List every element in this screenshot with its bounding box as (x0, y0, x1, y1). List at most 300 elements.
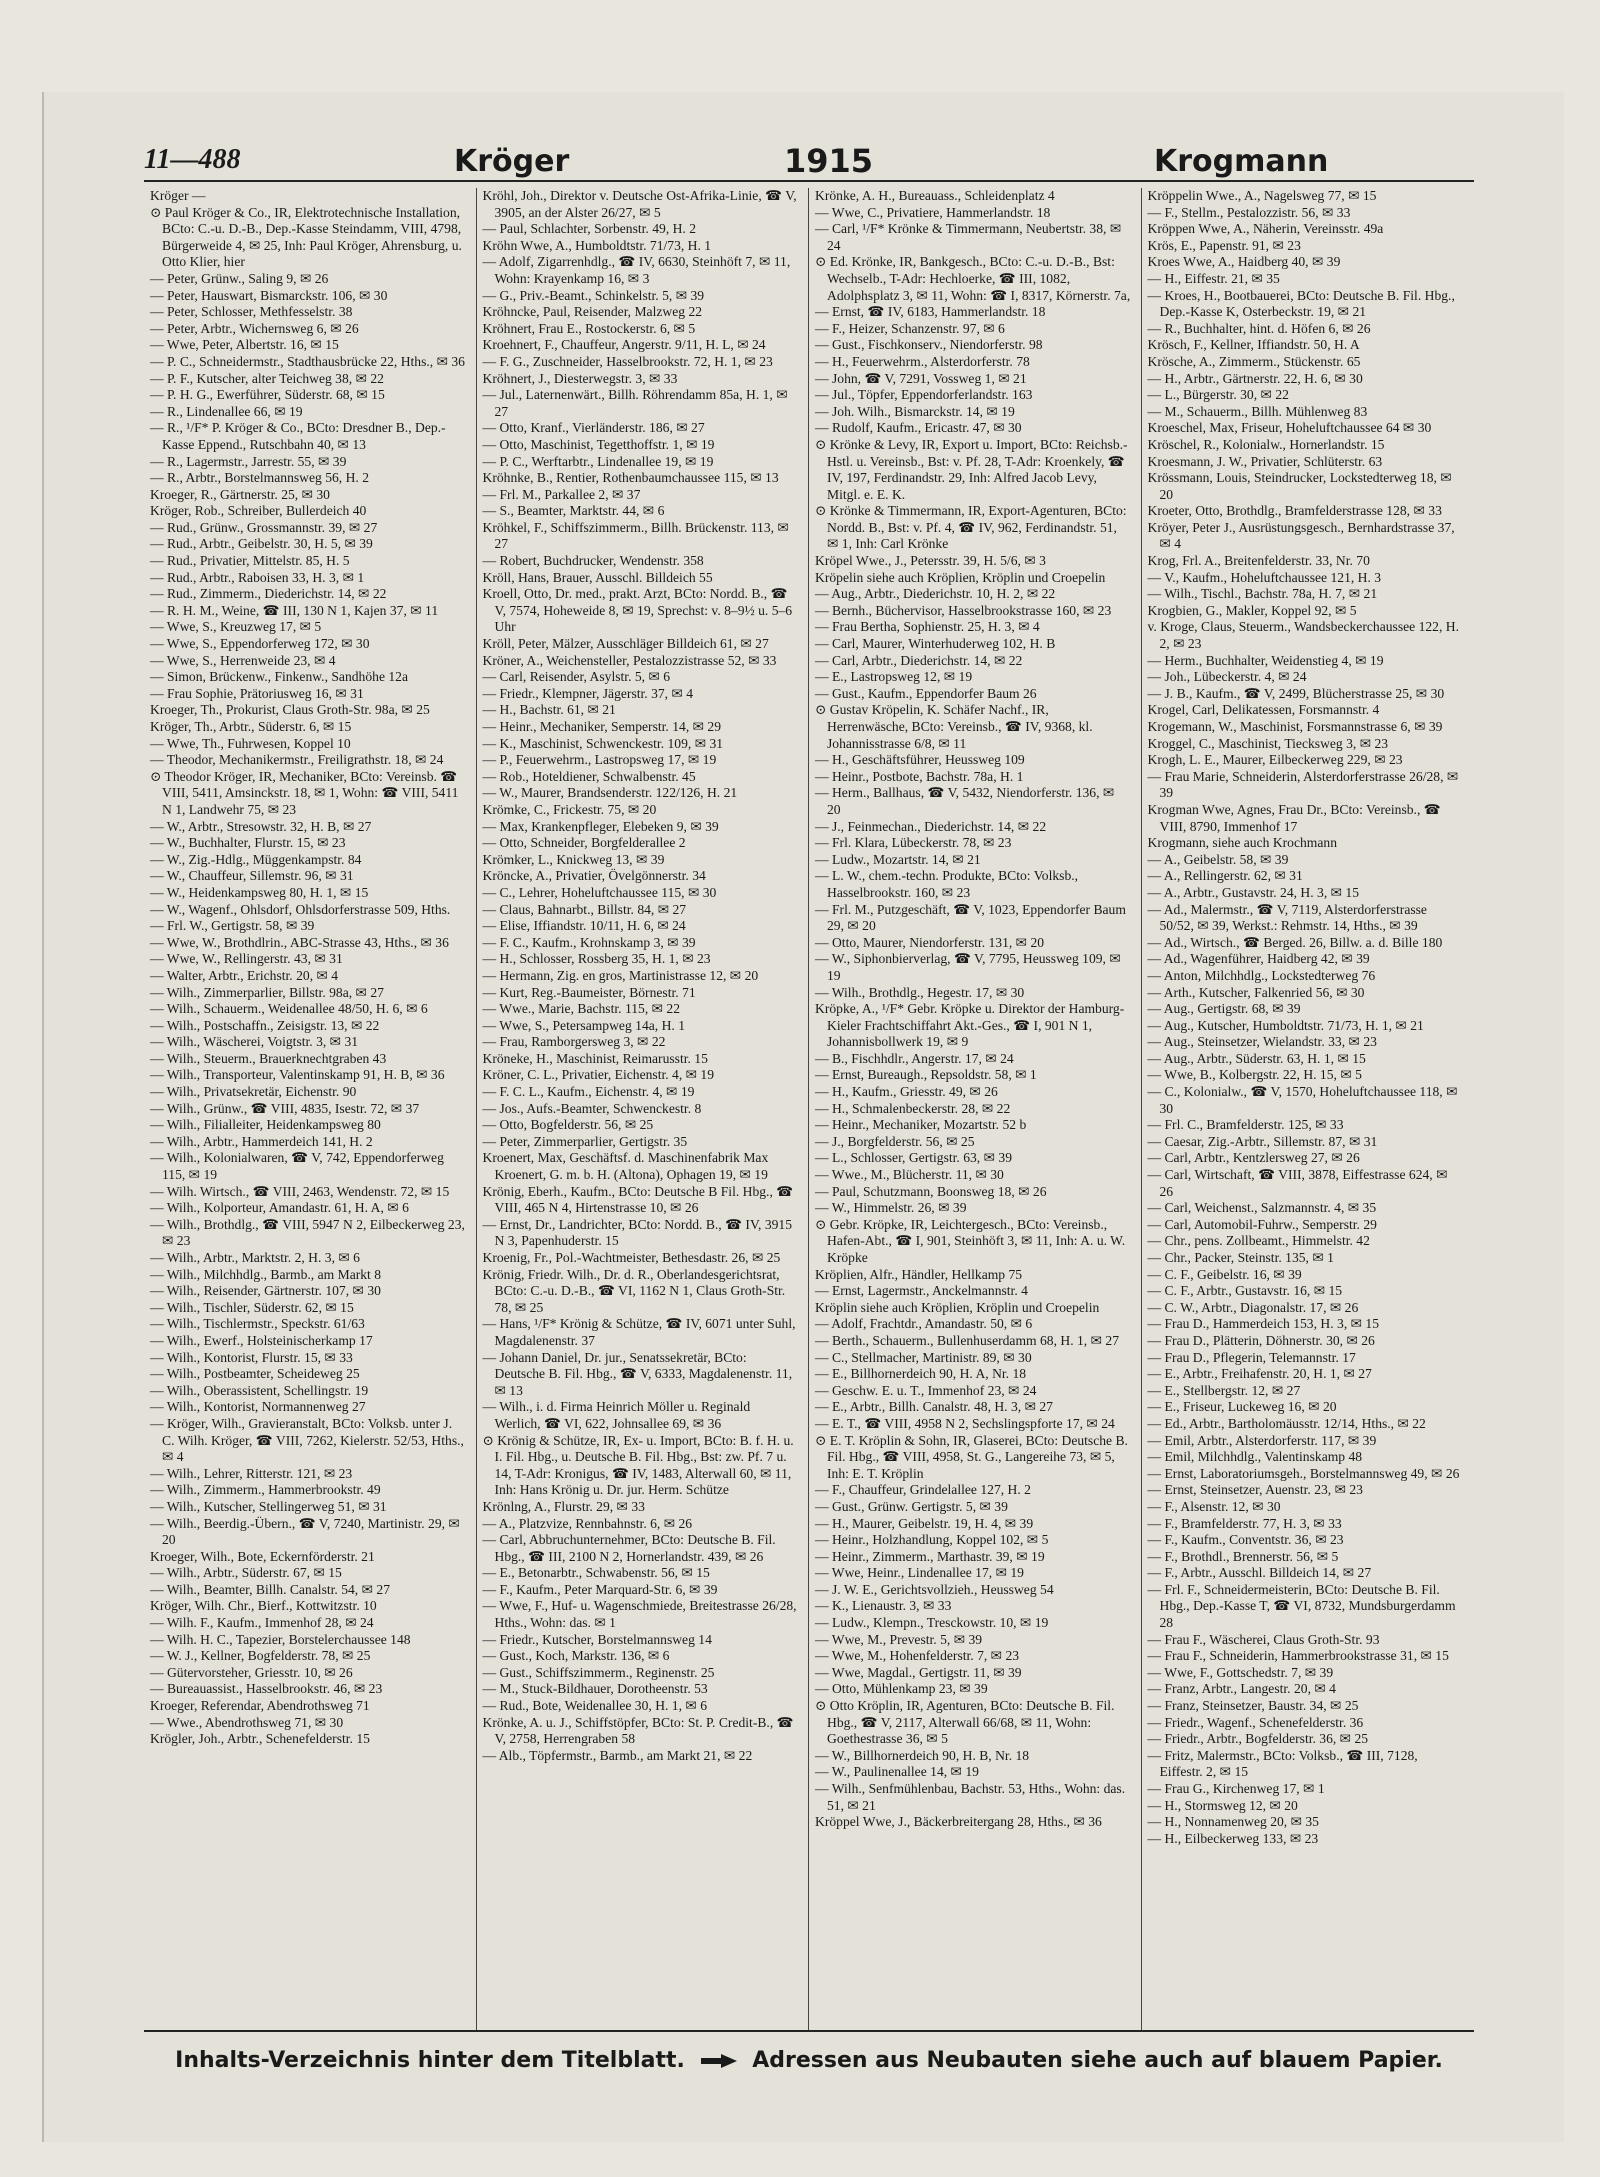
header-last-name: Krogmann (1154, 144, 1329, 179)
directory-entry: — Rud., Privatier, Mittelstr. 85, H. 5 (150, 553, 350, 569)
directory-entry: — Wwe, F., Gottschedstr. 7, ✉ 39 (1147, 1664, 1334, 1680)
directory-entry: — Otto, Maschinist, Tegetthoffstr. 1, ✉ 19 (482, 436, 715, 452)
directory-entry: — Wilh., Beerdig.-Übern., ☎ V, 7240, Martinistr. 29, ✉ 20 (150, 1515, 460, 1548)
directory-entry: — C., Lehrer, Hoheluftchaussee 115, ✉ 30 (482, 884, 717, 900)
directory-entry: — M., Schauerm., Billh. Mühlenweg 83 (1147, 403, 1368, 419)
directory-entry: — Carl, Weichenst., Salzmannstr. 4, ✉ 35 (1147, 1200, 1377, 1216)
directory-entry: Kroenig, Fr., Pol.-Wachtmeister, Bethesdastr. 26, ✉ 25 (482, 1250, 781, 1265)
directory-entry: — Wwe, S., Herrenweide 23, ✉ 4 (150, 652, 336, 668)
directory-entry: — Wwe, B., Kolbergstr. 22, H. 15, ✉ 5 (1147, 1067, 1362, 1083)
directory-entry: Kröneke, H., Maschinist, Reimarusstr. 15 (482, 1050, 708, 1066)
directory-entry: — F., Bramfelderstr. 77, H. 3, ✉ 33 (1147, 1515, 1342, 1531)
directory-entry: — F. C., Kaufm., Krohnskamp 3, ✉ 39 (482, 934, 696, 950)
directory-entry: — Ludw., Mozartstr. 14, ✉ 21 (815, 851, 981, 867)
directory-entry: — Berth., Schauerm., Bullenhuserdamm 68, H. 1, ✉ 27 (815, 1332, 1119, 1348)
directory-entry: Kroeger, Th., Prokurist, Claus Groth-Str. 98a, ✉ 25 (150, 702, 430, 718)
directory-entry: — K., Maschinist, Schwenckestr. 109, ✉ 31 (482, 735, 724, 751)
directory-entry: — F., Brothdl., Brennerstr. 56, ✉ 5 (1147, 1548, 1339, 1564)
directory-entry: Kröppen Wwe, A., Näherin, Vereinsstr. 49a (1147, 221, 1384, 237)
directory-entry: — Emil, Arbtr., Alsterdorferstr. 117, ✉ 39 (1147, 1432, 1377, 1448)
directory-entry: — Claus, Bahnarbt., Billstr. 84, ✉ 27 (482, 901, 687, 917)
directory-entry: — A., Rellingerstr. 62, ✉ 31 (1147, 868, 1303, 884)
directory-entry: — Robert, Buchdrucker, Wendenstr. 358 (482, 553, 704, 569)
directory-entry: — Aug., Kutscher, Humboldtstr. 71/73, H. 1, ✉ 21 (1147, 1017, 1424, 1033)
directory-entry: Krönke, A. H., Bureauass., Schleidenplatz 4 (815, 188, 1055, 203)
directory-entry: — Carl, Abbruchunternehmer, BCto: Deutsche B. Fil. Hbg., ☎ III, 2100 N 2, Hornerlandstr. 439, ✉ 26 (482, 1532, 776, 1564)
directory-entry: — Friedr., Kutscher, Borstelmannsweg 14 (482, 1631, 712, 1647)
directory-entry: Krogman Wwe, Agnes, Frau Dr., BCto: Vereinsb., ☎ VIII, 8790, Immenhof 17 (1147, 801, 1441, 834)
directory-entry: — Wilh., Lehrer, Ritterstr. 121, ✉ 23 (150, 1465, 353, 1481)
directory-page (42, 92, 1564, 2142)
directory-entry: Kröhncke, Paul, Reisender, Malzweg 22 (482, 304, 703, 320)
footer-new-buildings-note: Adressen aus Neubauten siehe auch auf blauem Papier. (752, 2048, 1443, 2073)
directory-entry: — John, ☎ V, 7291, Vossweg 1, ✉ 21 (815, 370, 1027, 386)
directory-entry: — Bernh., Büchervisor, Hasselbrookstrasse 160, ✉ 23 (815, 602, 1112, 618)
directory-entry: — Frl. Klara, Lübeckerstr. 78, ✉ 23 (815, 835, 1012, 851)
directory-entry: — Ernst, Dr., Landrichter, BCto: Nordd. B., ☎ IV, 3915 N 3, Papenhuderstr. 15 (482, 1216, 793, 1249)
directory-entry: — Frau D., Plätterin, Döhnerstr. 30, ✉ 26 (1147, 1332, 1375, 1348)
directory-entry: Krogmann, siehe auch Krochmann (1147, 835, 1337, 851)
directory-entry: — Ernst, ☎ IV, 6183, Hammerlandstr. 18 (815, 304, 1046, 320)
directory-entry: — Carl, Automobil-Fuhrw., Semperstr. 29 (1147, 1216, 1377, 1232)
directory-entry: — Wwe, S., Kreuzweg 17, ✉ 5 (150, 619, 322, 635)
directory-entry: — Ernst, Lagermstr., Anckelmannstr. 4 (815, 1283, 1028, 1299)
directory-entry: — W., Buchhalter, Flurstr. 15, ✉ 23 (150, 835, 346, 851)
directory-entry: — Gust., Koch, Markstr. 136, ✉ 6 (482, 1648, 670, 1664)
directory-column-1 (144, 188, 477, 2030)
directory-entry: — Wwe, M., Hohenfelderstr. 7, ✉ 23 (815, 1648, 1020, 1664)
directory-entry: — Wilh., Tischl., Bachstr. 78a, H. 7, ✉ 21 (1147, 586, 1378, 602)
directory-entry: — Aug., Arbtr., Süderstr. 63, H. 1, ✉ 15 (1147, 1050, 1366, 1066)
directory-entry: — J. W. E., Gerichtsvollzieh., Heussweg 54 (815, 1581, 1054, 1597)
directory-entry: — Frl. F., Schneidermeisterin, BCto: Deutsche B. Fil. Hbg., Dep.-Kasse T, ☎ VI, 8732, Mundsburgerdamm 28 (1147, 1581, 1456, 1631)
directory-entry: Kröner, A., Weichensteller, Pestalozzistrasse 52, ✉ 33 (482, 652, 777, 668)
directory-entry: — Bureauassist., Hasselbrookstr. 46, ✉ 23 (150, 1681, 383, 1697)
directory-entry: — Wwe, M., Prevestr. 5, ✉ 39 (815, 1631, 983, 1647)
directory-entry: Krogbien, G., Makler, Koppel 92, ✉ 5 (1147, 602, 1357, 618)
directory-entry: — E., Friseur, Luckeweg 16, ✉ 20 (1147, 1399, 1337, 1415)
directory-entry: — Wwe, Th., Fuhrwesen, Koppel 10 (150, 735, 351, 751)
directory-entry: — H., Maurer, Geibelstr. 19, H. 4, ✉ 39 (815, 1515, 1034, 1531)
directory-entry: — J., Borgfelderstr. 56, ✉ 25 (815, 1133, 975, 1149)
footer-index-note: Inhalts-Verzeichnis hinter dem Titelblatt. (175, 2048, 685, 2073)
directory-entry: Kroehnert, F., Chauffeur, Angerstr. 9/11, H. L, ✉ 24 (482, 337, 766, 353)
directory-entry: — Wwe, Heinr., Lindenallee 17, ✉ 19 (815, 1565, 1024, 1581)
directory-entry: — C., Stellmacher, Martinistr. 89, ✉ 30 (815, 1349, 1032, 1365)
directory-entry: Kröschel, R., Kolonialw., Hornerlandstr. 15 (1147, 436, 1385, 452)
directory-entry: Krogemann, W., Maschinist, Forsmannstrasse 6, ✉ 39 (1147, 719, 1443, 734)
directory-entry: — Ed., Arbtr., Bartholomäusstr. 12/14, Hths., ✉ 22 (1147, 1415, 1426, 1431)
directory-entry: — Otto, Kranf., Vierländerstr. 186, ✉ 27 (482, 420, 705, 436)
directory-entry: — W., Paulinenallee 14, ✉ 19 (815, 1764, 979, 1780)
directory-entry: — Wilh. H. C., Tapezier, Borstelerchaussee 148 (150, 1631, 411, 1647)
directory-entry: — Herm., Buchhalter, Weidenstieg 4, ✉ 19 (1147, 652, 1384, 668)
directory-entry: — F., Kaufm., Peter Marquard-Str. 6, ✉ 39 (482, 1581, 718, 1597)
directory-entry: — Wwe, S., Eppendorferweg 172, ✉ 30 (150, 636, 370, 652)
directory-entry: — P. C., Schneidermstr., Stadthausbrücke 22, Hths., ✉ 36 (150, 353, 465, 369)
directory-entry: — Carl, Arbtr., Kentzlersweg 27, ✉ 26 (1147, 1150, 1360, 1166)
directory-entry: — L., Bürgerstr. 30, ✉ 22 (1147, 387, 1289, 403)
directory-entry: Krösch, F., Kellner, Iffiandstr. 50, H. A (1147, 337, 1360, 353)
directory-entry: — Kurt, Reg.-Baumeister, Börnestr. 71 (482, 984, 696, 1000)
directory-entry: Kröll, Peter, Mälzer, Ausschläger Billdeich 61, ✉ 27 (482, 636, 769, 652)
directory-entry: — Rud., Grünw., Grossmannstr. 39, ✉ 27 (150, 519, 378, 535)
directory-entry: — Geschw. E. u. T., Immenhof 23, ✉ 24 (815, 1382, 1037, 1398)
directory-entry: — Peter, Hauswart, Bismarckstr. 106, ✉ 30 (150, 287, 388, 303)
directory-entry: — P. H. G., Ewerführer, Süderstr. 68, ✉ 15 (150, 387, 385, 403)
directory-entry: — R., Lagermstr., Jarrestr. 55, ✉ 39 (150, 453, 347, 469)
directory-entry: — Ad., Wirtsch., ☎ Berged. 26, Billw. a. d. Bille 180 (1147, 934, 1443, 950)
directory-entry: — H., Schlosser, Rossberg 35, H. 1, ✉ 23 (482, 951, 711, 967)
directory-entry: Kröppelin Wwe., A., Nagelsweg 77, ✉ 15 (1147, 188, 1377, 203)
directory-entry: Kröhnert, Frau E., Rostockerstr. 6, ✉ 5 (482, 320, 696, 336)
directory-entry: Krog, Frl. A., Breitenfelderstr. 33, Nr. 70 (1147, 553, 1370, 569)
directory-entry: — Adolf, Zigarrenhdlg., ☎ IV, 6630, Steinhöft 7, ✉ 11, Wohn: Krayenkamp 16, ✉ 3 (482, 254, 791, 286)
directory-entry: — R., Lindenallee 66, ✉ 19 (150, 403, 303, 419)
directory-entry: — Elise, Iffiandstr. 10/11, H. 6, ✉ 24 (482, 918, 686, 934)
directory-entry: — H., Geschäftsführer, Heussweg 109 (815, 752, 1025, 768)
directory-entry: — Wilh., Arbtr., Hammerdeich 141, H. 2 (150, 1133, 373, 1149)
directory-entry: — Carl, Wirtschaft, ☎ VIII, 3878, Eiffestrasse 624, ✉ 26 (1147, 1167, 1448, 1199)
directory-entry: — Paul, Schutzmann, Boonsweg 18, ✉ 26 (815, 1183, 1047, 1199)
directory-entry: — Rud., Arbtr., Geibelstr. 30, H. 5, ✉ 39 (150, 536, 373, 552)
directory-entry: — Joh. Wilh., Bismarckstr. 14, ✉ 19 (815, 403, 1015, 419)
directory-entry: — W., Himmelstr. 26, ✉ 39 (815, 1200, 967, 1216)
directory-entry: Kröhl, Joh., Direktor v. Deutsche Ost-Afrika-Linie, ☎ V, 3905, an der Alster 26/27, ✉ 5 (482, 188, 797, 220)
directory-entry: — C. F., Geibelstr. 16, ✉ 39 (1147, 1266, 1302, 1282)
directory-entry: — H., Nonnamenweg 20, ✉ 35 (1147, 1814, 1319, 1830)
directory-entry: Krönke, A. u. J., Schiffstöpfer, BCto: St. P. Credit-B., ☎ V, 2758, Herrengraben 58 (482, 1714, 794, 1747)
directory-entry: — F. C. L., Kaufm., Eichenstr. 4, ✉ 19 (482, 1084, 695, 1100)
directory-entry: — Anton, Milchhdlg., Lockstedterweg 76 (1147, 967, 1376, 983)
directory-entry: — Walter, Arbtr., Erichstr. 20, ✉ 4 (150, 967, 339, 983)
directory-entry: — E., Betonarbtr., Schwabenstr. 56, ✉ 15 (482, 1565, 710, 1581)
directory-entry: — Joh., Lübeckerstr. 4, ✉ 24 (1147, 669, 1307, 685)
directory-entry: — Aug., Gertigstr. 68, ✉ 39 (1147, 1001, 1301, 1017)
directory-entry: — Frau Sophie, Prätoriusweg 16, ✉ 31 (150, 685, 364, 701)
directory-entry: — Wilh., Filialleiter, Heidenkampsweg 80 (150, 1117, 381, 1133)
directory-entry: — W., Chauffeur, Sillemstr. 96, ✉ 31 (150, 868, 354, 884)
directory-entry: — Wilh., Tischler, Süderstr. 62, ✉ 15 (150, 1299, 354, 1315)
directory-entry: — E. T., ☎ VIII, 4958 N 2, Sechslingspforte 17, ✉ 24 (815, 1415, 1115, 1431)
directory-entry: — Wilh., Kontorist, Normannenweg 27 (150, 1399, 366, 1415)
directory-entry: Kröger, Th., Arbtr., Süderstr. 6, ✉ 15 (150, 719, 352, 734)
directory-entry: — Ernst, Steinsetzer, Auenstr. 23, ✉ 23 (1147, 1482, 1363, 1498)
directory-entry: — Wilh., Privatsekretär, Eichenstr. 90 (150, 1084, 357, 1100)
directory-entry: Kröppel Wwe, J., Bäckerbreitergang 28, Hths., ✉ 36 (815, 1814, 1102, 1830)
directory-entry: — P. C., Werftarbtr., Lindenallee 19, ✉ 19 (482, 453, 714, 469)
directory-entry: — Gust., Schiffszimmerm., Reginenstr. 25 (482, 1664, 715, 1680)
directory-entry: — Rob., Hoteldiener, Schwalbenstr. 45 (482, 768, 696, 784)
directory-entry: — M., Stuck-Bildhauer, Dorotheenstr. 53 (482, 1681, 708, 1697)
directory-entry: — Wwe., Marie, Bachstr. 115, ✉ 22 (482, 1001, 681, 1017)
directory-entry: — Peter, Grünw., Saling 9, ✉ 26 (150, 270, 329, 286)
directory-entry: — Wilh., i. d. Firma Heinrich Möller u. Reginald Werlich, ☎ VI, 622, Johnsallee 69, ✉ 36 (482, 1399, 751, 1431)
directory-entry: — Carl, Maurer, Winterhuderweg 102, H. B (815, 636, 1056, 652)
directory-entry: — Wilh., Steuerm., Brauerknechtgraben 43 (150, 1050, 387, 1066)
directory-entry: — A., Geibelstr. 58, ✉ 39 (1147, 851, 1289, 867)
directory-entry: — Heinr., Zimmerm., Marthastr. 39, ✉ 19 (815, 1548, 1045, 1564)
directory-entry: — H., Eilbeckerweg 133, ✉ 23 (1147, 1830, 1319, 1846)
directory-entry: ⊙ Krönke & Levy, IR, Export u. Import, BCto: Reichsb.-Hstl. u. Vereinsb., Bst: v. Pf. 28, T-Adr: Kroenkely, ☎ IV, 197, Ferdinandstr. 29, Inh: Alfred Jacob Levy, Mitgl. e. E. K. (815, 436, 1128, 502)
directory-entry: Kröplien, Alfr., Händler, Hellkamp 75 (815, 1266, 1023, 1282)
directory-entry: — Jul., Töpfer, Eppendorferlandstr. 163 (815, 387, 1033, 403)
directory-entry: ⊙ Krönig & Schütze, IR, Ex- u. Import, BCto: B. f. H. u. I. Fil. Hbg., u. Deutsche B. Fil. Hbg., Bst: zw. Pf. 7 u. 14, T-Adr: Kronigus, ☎ IV, 1483, Alterwall 60, ✉ 11, Inh: Hans Krönig u. Dr. jur. Herm. Schütze (482, 1432, 794, 1498)
directory-entry: — Wilh., Grünw., ☎ VIII, 4835, Isestr. 72, ✉ 37 (150, 1100, 420, 1116)
directory-entry: — Theodor, Mechanikermstr., Freiligrathstr. 18, ✉ 24 (150, 752, 444, 768)
directory-entry: — W., Arbtr., Stresowstr. 32, H. B, ✉ 27 (150, 818, 372, 834)
directory-entry: — Wilh., Brothdlg., Hegestr. 17, ✉ 30 (815, 984, 1025, 1000)
directory-entry: — Franz, Steinsetzer, Baustr. 34, ✉ 25 (1147, 1698, 1359, 1714)
page-number: 11—488 (144, 144, 241, 175)
directory-entry: — Gütervorsteher, Griesstr. 10, ✉ 26 (150, 1664, 353, 1680)
directory-entry: Kroenert, Max, Geschäftsf. d. Maschinenfabrik Max Kroenert, G. m. b. H. (Altona), Ophagen 19, ✉ 19 (482, 1150, 769, 1183)
directory-entry: — Wilh., Kutscher, Stellingerweg 51, ✉ 31 (150, 1498, 387, 1514)
directory-entry: — Rudolf, Kaufm., Ericastr. 47, ✉ 30 (815, 420, 1022, 436)
directory-entry: ⊙ Theodor Kröger, IR, Mechaniker, BCto: Vereinsb. ☎ VIII, 5411, Amsinckstr. 18, ✉ 1, Wohn: ☎ VIII, 5411 N 1, Landwehr 75, ✉ 23 (150, 768, 459, 817)
directory-entry: — Wwe, F., Huf- u. Wagenschmiede, Breitestrasse 26/28, Hths., Wohn: das. ✉ 1 (482, 1598, 797, 1631)
directory-entry: Krönig, Eberh., Kaufm., BCto: Deutsche B Fil. Hbg., ☎ VIII, 465 N 4, Hirtenstrasse 10, ✉ 26 (482, 1183, 794, 1216)
directory-entry: — F. G., Zuschneider, Hasselbrookstr. 72, H. 1, ✉ 23 (482, 353, 773, 369)
directory-entry: — E., Stellbergstr. 12, ✉ 27 (1147, 1382, 1301, 1398)
directory-entry: Kroesmann, J. W., Privatier, Schlüterstr. 63 (1147, 453, 1383, 469)
directory-entry: Kroeschel, Max, Friseur, Hoheluftchaussee 64 ✉ 30 (1147, 420, 1432, 436)
directory-entry: Krös, E., Papenstr. 91, ✉ 23 (1147, 237, 1301, 253)
directory-entry: — Frau F., Wäscherei, Claus Groth-Str. 93 (1147, 1631, 1380, 1647)
directory-entry: — Kröger, Wilh., Gravieranstalt, BCto: Volksb. unter J. C. Wilh. Kröger, ☎ VIII, 7262, Kielerstr. 52/53, Hths., ✉ 4 (150, 1415, 464, 1465)
directory-entry: — F., Heizer, Schanzenstr. 97, ✉ 6 (815, 320, 1005, 336)
directory-entry: — F., Arbtr., Ausschl. Billdeich 14, ✉ 27 (1147, 1565, 1372, 1581)
directory-entry: — Wilh., Postbeamter, Scheideweg 25 (150, 1366, 360, 1382)
directory-entry: — Heinr., Postbote, Bachstr. 78a, H. 1 (815, 768, 1024, 784)
directory-entry: — Friedr., Wagenf., Schenefelderstr. 36 (1147, 1714, 1364, 1730)
directory-entry: — Caesar, Zig.-Arbtr., Sillemstr. 87, ✉ 31 (1147, 1133, 1378, 1149)
directory-entry: — G., Priv.-Beamt., Schinkelstr. 5, ✉ 39 (482, 287, 705, 303)
directory-entry: — E., Billhornerdeich 90, H. A, Nr. 18 (815, 1366, 1027, 1382)
directory-entry: — R., Buchhalter, hint. d. Höfen 6, ✉ 26 (1147, 320, 1371, 336)
directory-entry: — Friedr., Arbtr., Bogfelderstr. 36, ✉ 25 (1147, 1731, 1369, 1747)
directory-entry: — Otto, Schneider, Borgfelderallee 2 (482, 835, 686, 851)
directory-entry: — Herm., Ballhaus, ☎ V, 5432, Niendorferstr. 136, ✉ 20 (815, 785, 1115, 817)
directory-entry: Krönig, Friedr. Wilh., Dr. d. R., Oberlandesgerichtsrat, BCto: C.-u. D.-B., ☎ VI, 1162 N 1, Claus Groth-Str. 78, ✉ 25 (482, 1266, 786, 1315)
directory-entry: — C., Kolonialw., ☎ V, 1570, Hoheluftchaussee 118, ✉ 30 (1147, 1084, 1458, 1116)
directory-entry: Kroell, Otto, Dr. med., prakt. Arzt, BCto: Nordd. B., ☎ V, 7574, Hoheweide 8, ✉ 19, Sprechst: v. 8–9½ u. 5–6 Uhr (482, 586, 793, 635)
directory-entry: Kröger — (150, 188, 206, 203)
directory-entry: — A., Arbtr., Gustavstr. 24, H. 3, ✉ 15 (1147, 884, 1360, 900)
directory-entry: — Gust., Kaufm., Eppendorfer Baum 26 (815, 685, 1037, 701)
directory-entry: Kröhkel, F., Schiffszimmerm., Billh. Brückenstr. 113, ✉ 27 (482, 519, 789, 552)
directory-entry: Kröplin siehe auch Kröplien, Kröplin und Croepelin (815, 1299, 1100, 1315)
directory-entry: — Peter, Zimmerparlier, Gertigstr. 35 (482, 1133, 688, 1149)
directory-entry: — Wilh., Kolonialwaren, ☎ V, 742, Eppendorferweg 115, ✉ 19 (150, 1150, 444, 1183)
directory-entry: — Chr., pens. Zollbeamt., Himmelstr. 42 (1147, 1233, 1370, 1249)
directory-entry: ⊙ Otto Kröplin, IR, Agenturen, BCto: Deutsche B. Fil. Hbg., ☎ V, 2117, Alterwall 66/68, ✉ 11, Wohn: Goethestrasse 36, ✉ 5 (815, 1698, 1115, 1747)
directory-entry: — Wilh., Transporteur, Valentinskamp 91, H. B, ✉ 36 (150, 1067, 445, 1083)
directory-entry: — Jul., Laternenwärt., Billh. Röhrendamm 85a, H. 1, ✉ 27 (482, 387, 788, 419)
directory-entry: ⊙ Gebr. Kröpke, IR, Leichtergesch., BCto: Vereinsb., Hafen-Abt., ☎ I, 901, Steinhöft 3, ✉ 11, Inh: A. u. W. Kröpke (815, 1216, 1126, 1265)
directory-entry: — E., Lastropsweg 12, ✉ 19 (815, 669, 973, 685)
directory-entry: — H., Bachstr. 61, ✉ 21 (482, 702, 616, 718)
directory-entry: — Gust., Grünw. Gertigstr. 5, ✉ 39 (815, 1498, 1008, 1514)
directory-entry: — F., Stellm., Pestalozzistr. 56, ✉ 33 (1147, 204, 1351, 220)
directory-entry: Kröger, Wilh. Chr., Bierf., Kottwitzstr. 10 (150, 1598, 377, 1614)
directory-entry: — K., Lienaustr. 3, ✉ 33 (815, 1598, 952, 1614)
directory-column-4 (1142, 188, 1475, 2030)
directory-entry: — Fritz, Malermstr., BCto: Volksb., ☎ III, 7128, Eiffestr. 2, ✉ 15 (1147, 1747, 1418, 1780)
directory-entry: — Peter, Arbtr., Wichernsweg 6, ✉ 26 (150, 320, 359, 336)
directory-entry: ⊙ E. T. Kröplin & Sohn, IR, Glaserei, BCto: Deutsche B. Fil. Hbg., ☎ VIII, 4958, St. G., Langereihe 73, ✉ 5, Inh: E. T. Kröplin (815, 1432, 1128, 1481)
directory-entry: — Rud., Arbtr., Raboisen 33, H. 3, ✉ 1 (150, 569, 365, 585)
directory-entry: — Frau F., Schneiderin, Hammerbrookstrasse 31, ✉ 15 (1147, 1648, 1449, 1664)
directory-entry: — Frl. M., Putzgeschäft, ☎ V, 1023, Eppendorfer Baum 29, ✉ 20 (815, 901, 1126, 934)
directory-entry: Kroeger, Referendar, Abendrothsweg 71 (150, 1698, 370, 1714)
directory-entry: — Wilh., Reisender, Gärtnerstr. 107, ✉ 30 (150, 1283, 381, 1299)
directory-entry: — Wwe, W., Rellingerstr. 43, ✉ 31 (150, 951, 343, 967)
directory-entry: Kroeger, Wilh., Bote, Eckernförderstr. 21 (150, 1548, 375, 1564)
directory-entry: — S., Beamter, Marktstr. 44, ✉ 6 (482, 503, 665, 519)
directory-entry: — Aug., Arbtr., Diederichstr. 10, H. 2, ✉ 22 (815, 586, 1056, 602)
directory-entry: — C. F., Arbtr., Gustavstr. 16, ✉ 15 (1147, 1283, 1343, 1299)
directory-entry: — P. F., Kutscher, alter Teichweg 38, ✉ 22 (150, 370, 384, 386)
directory-entry: — Wilh., Oberassistent, Schellingstr. 19 (150, 1382, 369, 1398)
directory-entry: Kröhnke, B., Rentier, Rothenbaumchaussee 115, ✉ 13 (482, 470, 779, 486)
directory-entry: — Wilh., Ewerf., Holsteinischerkamp 17 (150, 1332, 373, 1348)
directory-entry: — Wilh., Schauerm., Weidenallee 48/50, H. 6, ✉ 6 (150, 1001, 428, 1017)
directory-entry: v. Kroge, Claus, Steuerm., Wandsbeckerchaussee 122, H. 2, ✉ 23 (1147, 619, 1459, 652)
directory-entry: — Gust., Fischkonserv., Niendorferstr. 98 (815, 337, 1043, 353)
directory-entry: — H., Feuerwehrm., Alsterdorferstr. 78 (815, 353, 1030, 369)
directory-entry: — Frl. M., Parkallee 2, ✉ 37 (482, 486, 641, 502)
directory-entry: — R., Arbtr., Borstelmannsweg 56, H. 2 (150, 470, 369, 486)
directory-entry: — W., Heidenkampsweg 80, H. 1, ✉ 15 (150, 884, 369, 900)
directory-entry: Krogh, L. E., Maurer, Eilbeckerweg 229, ✉ 23 (1147, 752, 1403, 768)
directory-entry: — Frau G., Kirchenweg 17, ✉ 1 (1147, 1781, 1325, 1796)
directory-entry: — H., Kaufm., Griesstr. 49, ✉ 26 (815, 1084, 998, 1100)
directory-entry: Kroeger, R., Gärtnerstr. 25, ✉ 30 (150, 486, 330, 502)
directory-entry: — W., Billhornerdeich 90, H. B, Nr. 18 (815, 1747, 1030, 1763)
directory-entry: Kroes Wwe, A., Haidberg 40, ✉ 39 (1147, 254, 1341, 270)
directory-entry: — Ad., Malermstr., ☎ V, 7119, Alsterdorferstrasse 50/52, ✉ 39, Werkst.: Rehmstr. 14, Hths., ✉ 39 (1147, 901, 1427, 934)
directory-entry: — Heinr., Mechaniker, Semperstr. 14, ✉ 29 (482, 719, 721, 734)
directory-entry: — Alb., Töpfermstr., Barmb., am Markt 21, ✉ 22 (482, 1747, 753, 1763)
directory-entry: — Kroes, H., Bootbauerei, BCto: Deutsche B. Fil. Hbg., Dep.-Kasse K, Osterbeckstr. 19, ✉ 21 (1147, 287, 1455, 320)
directory-entry: — E., Arbtr., Billh. Canalstr. 48, H. 3, ✉ 27 (815, 1399, 1053, 1415)
directory-entry: — F., Kaufm., Conventstr. 36, ✉ 23 (1147, 1532, 1344, 1548)
directory-entry: Kröpelin siehe auch Kröplien, Kröplin und Croepelin (815, 569, 1106, 585)
directory-entry: Kröner, C. L., Privatier, Eichenstr. 4, ✉ 19 (482, 1067, 715, 1083)
header-year: 1915 (784, 142, 874, 180)
directory-entry: — Wwe., M., Blücherstr. 11, ✉ 30 (815, 1167, 1004, 1183)
directory-entry: — Friedr., Klempner, Jägerstr. 37, ✉ 4 (482, 685, 694, 701)
directory-entry: ⊙ Ed. Krönke, IR, Bankgesch., BCto: C.-u. D.-B., Bst: Wechselb., T-Adr: Hechloerke, ☎ III, 1082, Adolphsplatz 3, ✉ 11, Wohn: ☎ I, 8317, Körnerstr. 7a, (815, 254, 1131, 303)
directory-entry: Krögler, Joh., Arbtr., Schenefelderstr. 15 (150, 1731, 370, 1747)
directory-entry: — Johann Daniel, Dr. jur., Senatssekretär, BCto: Deutsche B. Fil. Hbg., ☎ V, 6333, Magdalenenstr. 11, ✉ 13 (482, 1349, 793, 1398)
directory-entry: — Wilh., Kolporteur, Amandastr. 61, H. A, ✉ 6 (150, 1200, 409, 1216)
directory-column-3 (809, 188, 1142, 2030)
directory-entry: — W., Siphonbierverlag, ☎ V, 7795, Heussweg 109, ✉ 19 (815, 951, 1121, 983)
directory-entry: — Wwe, Magdal., Gertigstr. 11, ✉ 39 (815, 1664, 1022, 1680)
directory-entry: Kröncke, A., Privatier, Övelgönnerstr. 34 (482, 868, 706, 884)
directory-entry: Krönlng, A., Flurstr. 29, ✉ 33 (482, 1498, 645, 1514)
directory-entry: — H., Schmalenbeckerstr. 28, ✉ 22 (815, 1100, 1011, 1116)
directory-entry: Kröhn Wwe, A., Humboldtstr. 71/73, H. 1 (482, 237, 712, 253)
directory-entry: — F., Alsenstr. 12, ✉ 30 (1147, 1498, 1281, 1514)
directory-entry: — Wwe, S., Petersampweg 14a, H. 1 (482, 1017, 685, 1033)
directory-entry: — J., Feinmechan., Diederichstr. 14, ✉ 22 (815, 818, 1047, 834)
directory-entry: — Wilh., Kontorist, Flurstr. 15, ✉ 33 (150, 1349, 353, 1365)
directory-entry: — W., Zig.-Hdlg., Müggenkampstr. 84 (150, 851, 362, 867)
directory-entry: Krogel, Carl, Delikatessen, Forsmannstr. 4 (1147, 702, 1380, 718)
directory-entry: — Hermann, Zig. en gros, Martinistrasse 12, ✉ 20 (482, 967, 759, 983)
directory-entry: — Wilh., Zimmerm., Hammerbrookstr. 49 (150, 1482, 381, 1498)
directory-entry: — Heinr., Holzhandlung, Koppel 102, ✉ 5 (815, 1532, 1049, 1548)
directory-entry: Kröll, Hans, Brauer, Ausschl. Billdeich 55 (482, 569, 713, 585)
directory-entry: — Emil, Milchhdlg., Valentinskamp 48 (1147, 1449, 1363, 1465)
directory-entry: — Hans, ¹/F* Krönig & Schütze, ☎ IV, 6071 unter Suhl, Magdalenenstr. 37 (482, 1316, 796, 1348)
directory-entry: — Wilh., Milchhdlg., Barmb., am Markt 8 (150, 1266, 382, 1282)
directory-entry: — Wwe., Abendrothsweg 71, ✉ 30 (150, 1714, 344, 1730)
directory-entry: — Frau Marie, Schneiderin, Alsterdorferstrasse 26/28, ✉ 39 (1147, 768, 1459, 801)
directory-entry: — Frl. W., Gertigstr. 58, ✉ 39 (150, 918, 315, 934)
directory-entry: — Arth., Kutscher, Falkenried 56, ✉ 30 (1147, 984, 1365, 1000)
directory-entry: — Frau D., Hammerdeich 153, H. 3, ✉ 15 (1147, 1316, 1379, 1332)
directory-entry: — Wilh., Brothdlg., ☎ VIII, 5947 N 2, Eilbeckerweg 23, ✉ 23 (150, 1216, 465, 1249)
directory-entry: — C. W., Arbtr., Diagonalstr. 17, ✉ 26 (1147, 1299, 1359, 1315)
directory-entry: — Ludw., Klempn., Tresckowstr. 10, ✉ 19 (815, 1615, 1049, 1631)
directory-entry: — Frau D., Pflegerin, Telemannstr. 17 (1147, 1349, 1356, 1365)
directory-entry: — Franz, Arbtr., Langestr. 20, ✉ 4 (1147, 1681, 1336, 1697)
directory-entry: — Wwe, W., Brothdlrin., ABC-Strasse 43, Hths., ✉ 36 (150, 934, 449, 950)
directory-entry: — L. W., chem.-techn. Produkte, BCto: Volksb., Hasselbrookstr. 160, ✉ 23 (815, 868, 1079, 900)
directory-columns (144, 188, 1474, 2032)
directory-entry: Kröyer, Peter J., Ausrüstungsgesch., Bernhardstrasse 37, ✉ 4 (1147, 519, 1455, 552)
directory-entry: — Heinr., Mechaniker, Mozartstr. 52 b (815, 1117, 1027, 1133)
directory-entry: — Wilh., Beamter, Billh. Canalstr. 54, ✉ 27 (150, 1581, 390, 1597)
directory-entry: — Wilh., Postschaffn., Zeisigstr. 13, ✉ 22 (150, 1017, 380, 1033)
directory-entry: — Rud., Zimmerm., Diederichstr. 14, ✉ 22 (150, 586, 387, 602)
directory-entry: — E., Arbtr., Freihafenstr. 20, H. 1, ✉ 27 (1147, 1366, 1372, 1382)
directory-entry: — Wilh., Wäscherei, Voigtstr. 3, ✉ 31 (150, 1034, 359, 1050)
directory-entry: — W. J., Kellner, Bogfelderstr. 78, ✉ 25 (150, 1648, 371, 1664)
directory-entry: — Carl, Reisender, Asylstr. 5, ✉ 6 (482, 669, 671, 685)
directory-entry: — Otto, Bogfelderstr. 56, ✉ 25 (482, 1117, 654, 1133)
directory-entry: Krössmann, Louis, Steindrucker, Lockstedterweg 18, ✉ 20 (1147, 470, 1452, 502)
directory-entry: — Adolf, Frachtdr., Amandastr. 50, ✉ 6 (815, 1316, 1033, 1332)
directory-entry: — Wilh., Tischlermstr., Speckstr. 61/63 (150, 1316, 365, 1332)
directory-entry: — L., Schlosser, Gertigstr. 63, ✉ 39 (815, 1150, 1012, 1166)
page-header (144, 140, 1474, 182)
directory-entry: — Peter, Schlosser, Methfesselstr. 38 (150, 304, 353, 320)
directory-entry: ⊙ Paul Kröger & Co., IR, Elektrotechnische Installation, BCto: C.-u. D.-B., Dep.-Kasse Steindamm, VIII, 4798, Bürgerweide 4, ✉ 25, Inh: Paul Kröger, Ahrensburg, u. Otto Klier, hier (150, 204, 462, 270)
directory-entry: Kröhnert, J., Diesterwegstr. 3, ✉ 33 (482, 370, 678, 386)
directory-entry: — Jos., Aufs.-Beamter, Schwenckestr. 8 (482, 1100, 702, 1116)
directory-entry: — Frl. C., Bramfelderstr. 125, ✉ 33 (1147, 1117, 1344, 1133)
directory-entry: — Carl, Arbtr., Diederichstr. 14, ✉ 22 (815, 652, 1023, 668)
directory-entry: — Wilh. Wirtsch., ☎ VIII, 2463, Wendenstr. 72, ✉ 15 (150, 1183, 450, 1199)
directory-entry: — Otto, Mühlenkamp 23, ✉ 39 (815, 1681, 988, 1697)
directory-entry: — Paul, Schlachter, Sorbenstr. 49, H. 2 (482, 221, 697, 237)
directory-entry: — Max, Krankenpfleger, Elebeken 9, ✉ 39 (482, 818, 719, 834)
directory-entry: Krömker, L., Knickweg 13, ✉ 39 (482, 851, 665, 867)
directory-entry: — R. H. M., Weine, ☎ III, 130 N 1, Kajen 37, ✉ 11 (150, 602, 439, 618)
directory-entry: — Chr., Packer, Steinstr. 135, ✉ 1 (1147, 1250, 1334, 1265)
directory-entry: ⊙ Krönke & Timmermann, IR, Export-Agenturen, BCto: Nordd. B., Bst: v. Pf. 4, ☎ IV, 962, Ferdinandstr. 51, ✉ 1, Inh: Carl Krönke (815, 503, 1127, 552)
pointing-hand-icon (699, 2052, 739, 2070)
directory-entry: Kröpel Wwe., J., Petersstr. 39, H. 5/6, ✉ 3 (815, 553, 1046, 569)
directory-entry: — H., Stormsweg 12, ✉ 20 (1147, 1797, 1298, 1813)
directory-entry: — Wilh., Arbtr., Marktstr. 2, H. 3, ✉ 6 (150, 1250, 360, 1265)
directory-entry: — Carl, ¹/F* Krönke & Timmermann, Neubertstr. 38, ✉ 24 (815, 221, 1122, 253)
